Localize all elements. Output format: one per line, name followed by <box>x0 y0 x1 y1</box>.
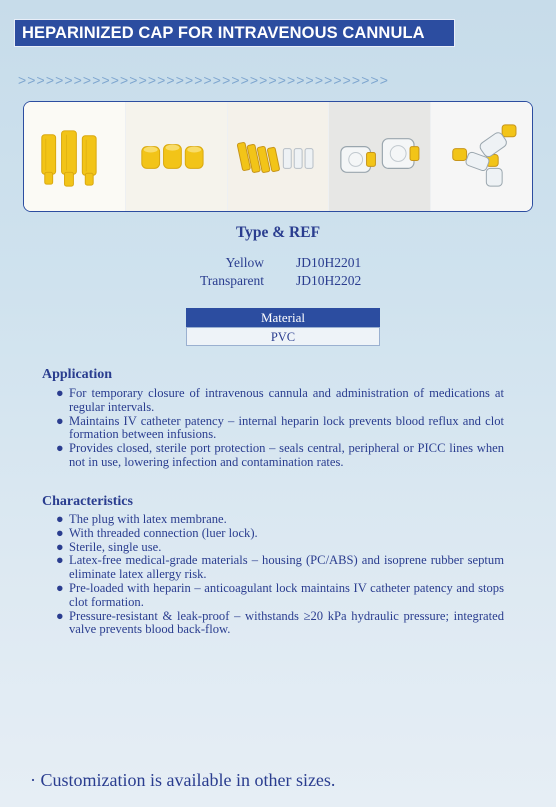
bullet-icon: ● <box>56 525 64 540</box>
characteristics-title: Characteristics <box>42 494 133 509</box>
page-title-text: HEPARINIZED CAP FOR INTRAVENOUS CANNULA <box>22 23 425 42</box>
list-item: ● Provides closed, sterile port protection – seals central, peripheral or PICC lines when not in use, lowering infection and contamination rates. <box>56 441 504 469</box>
photo-yellow-caps-front <box>24 102 126 211</box>
photo-yellow-caps-tops <box>126 102 228 211</box>
yellow-caps-icon <box>24 102 125 211</box>
material-table <box>186 308 380 346</box>
clear-caps-icon <box>329 102 430 211</box>
bullet-icon: ● <box>56 386 64 400</box>
mixed-caps-icon <box>228 102 329 211</box>
list-item: ● Pre-loaded with heparin – anticoagulant lock maintains IV catheter patency and stops clot formation. <box>56 580 504 609</box>
bullet-icon: ● <box>56 512 64 526</box>
list-item: ● Maintains IV catheter patency – internal heparin lock prevents blood reflux and clot formation between infusions. <box>56 413 504 442</box>
bullet-icon: ● <box>56 413 64 428</box>
ref-code-yellow: JD10H2201 <box>296 255 362 270</box>
characteristics-list <box>56 513 504 637</box>
material-header: Material <box>186 308 380 327</box>
bullet-icon: ● <box>56 608 64 623</box>
list-item: ● Pressure-resistant & leak-proof – withstands ≥20 kPa hydraulic pressure; integrated valve prevents blood back-flow. <box>56 608 504 637</box>
list-item: ● Sterile, single use. <box>56 539 162 554</box>
list-item: ● The plug with latex membrane. <box>56 512 227 526</box>
material-value: PVC <box>186 327 380 346</box>
ref-name-yellow: Yellow <box>225 255 264 270</box>
photo-caps-assembly <box>431 102 532 211</box>
photo-clear-caps-closeup <box>329 102 431 211</box>
application-title: Application <box>42 367 113 382</box>
bullet-icon: ● <box>56 539 64 554</box>
type-ref-title: Type & REF <box>235 224 321 241</box>
ref-name-transparent: Transparent <box>200 273 264 288</box>
page-title <box>14 19 455 47</box>
bullet-icon: ● <box>56 441 64 456</box>
customization-note: · Customization is available in other sizes. <box>30 770 336 790</box>
bullet-icon: ● <box>56 580 64 595</box>
photo-yellow-and-clear-caps <box>228 102 330 211</box>
list-item: ● For temporary closure of intravenous cannula and administration of medications at regular intervals. <box>56 386 504 414</box>
list-item: ● Latex-free medical-grade materials – housing (PC/ABS) and isoprene rubber septum eliminate latex allergy risk. <box>56 553 504 582</box>
caps-assembly-icon <box>431 102 532 211</box>
yellow-cap-tops-icon <box>126 102 227 211</box>
application-list <box>56 387 504 470</box>
arrow-divider: >>>>>>>>>>>>>>>>>>>>>>>>>>>>>>>>>>>>>>>> <box>18 72 390 88</box>
bullet-icon: ● <box>56 553 64 568</box>
list-item: ● With threaded connection (luer lock). <box>56 525 258 540</box>
ref-code-transparent: JD10H2202 <box>296 273 362 288</box>
product-photo-gallery <box>23 101 533 212</box>
